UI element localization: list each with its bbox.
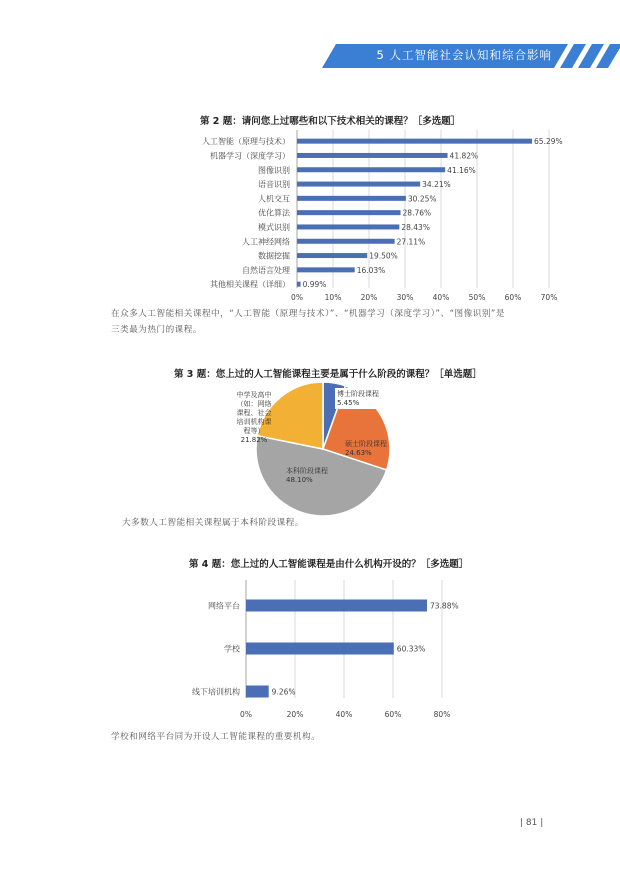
value-label: 19.50% <box>369 251 398 261</box>
value-label: 60.33% <box>396 644 426 654</box>
bar <box>246 686 269 698</box>
section-title: 5 人工智能社会认知和综合影响 <box>376 48 552 62</box>
pie-slice-label: 21.82% <box>240 436 268 444</box>
bar <box>297 196 406 201</box>
q2-bar-chart <box>180 128 563 306</box>
category-label: 其他相关课程（详细） <box>210 280 290 290</box>
category-label: 语音识别 <box>258 180 290 190</box>
q3-pie-chart <box>236 382 400 517</box>
category-label: 网络平台 <box>208 601 240 611</box>
bar <box>246 643 394 655</box>
x-tick-label: 20% <box>360 293 378 302</box>
category-label: 图像识别 <box>258 165 290 175</box>
bar <box>297 139 532 144</box>
bar <box>297 239 395 244</box>
value-label: 41.16% <box>447 165 476 175</box>
q4-title: 第 4 题：您上过的人工智能课程是由什么机构开设的？［多选题］ <box>189 559 469 570</box>
value-label: 16.03% <box>356 265 386 275</box>
pie-slice-label: 程等） <box>243 427 265 435</box>
bar <box>246 600 427 612</box>
category-label: 线下培训机构 <box>192 687 240 697</box>
x-tick-label: 40% <box>335 710 353 719</box>
value-label: 9.26% <box>271 687 296 697</box>
category-label: 人机交互 <box>258 194 290 204</box>
pie-slice-label: 5.45% <box>337 399 360 407</box>
bar <box>297 210 401 215</box>
x-tick-label: 70% <box>540 293 558 302</box>
q3-title: 第 3 题：您上过的人工智能课程主要是属于什么阶段的课程？［单选题］ <box>174 369 482 380</box>
x-tick-label: 60% <box>384 710 402 719</box>
x-tick-label: 50% <box>468 293 486 302</box>
bar <box>297 224 399 229</box>
bar <box>297 267 355 272</box>
category-label: 自然语言处理 <box>242 265 290 275</box>
q2-summary: 在众多人工智能相关课程中，“人工智能（原理与技术）”、“机器学习（深度学习）”、“图像识别”是三类最为热门的课程。 <box>111 309 505 335</box>
pie-slice-label: 培训机构课 <box>236 418 272 426</box>
value-label: 0.99% <box>302 280 327 290</box>
bar <box>297 153 448 158</box>
x-tick-label: 80% <box>433 710 451 719</box>
bar <box>297 167 445 172</box>
pie-slice-label: 课程、社会 <box>236 409 272 417</box>
pie-slice-label: 硕士阶段课程 <box>345 440 387 448</box>
q4-bar-chart <box>170 580 480 725</box>
q3-summary: 大多数人工智能相关课程属于本科阶段课程。 <box>122 518 304 528</box>
x-tick-label: 20% <box>286 710 304 719</box>
category-label: 机器学习（深度学习） <box>210 151 290 161</box>
value-label: 41.82% <box>449 151 479 161</box>
x-tick-label: 0% <box>291 293 303 302</box>
x-tick-label: 30% <box>396 293 414 302</box>
category-label: 模式识别 <box>258 222 290 232</box>
x-tick-label: 40% <box>432 293 450 302</box>
q4-summary: 学校和网络平台同为开设人工智能课程的重要机构。 <box>111 732 321 742</box>
value-label: 27.11% <box>396 237 426 247</box>
x-tick-label: 10% <box>324 293 342 302</box>
x-tick-label: 0% <box>240 710 252 719</box>
value-label: 28.76% <box>402 208 432 218</box>
category-label: 数据挖掘 <box>258 251 290 261</box>
value-label: 65.29% <box>534 137 563 147</box>
pie-slice-label: 中学及高中 <box>236 391 272 399</box>
page-number: | 81 | <box>520 818 544 828</box>
bar <box>297 253 367 258</box>
category-label: 学校 <box>224 644 240 654</box>
bar <box>297 182 420 187</box>
pie-slice-label: 本科阶段课程 <box>286 467 328 475</box>
x-tick-label: 60% <box>504 293 522 302</box>
pie-slice-label: 博士阶段课程 <box>337 390 379 398</box>
pie-slice-label: 48.10% <box>286 476 313 484</box>
value-label: 34.21% <box>422 180 451 190</box>
category-label: 优化算法 <box>258 208 290 218</box>
pie-slice-label: （如：网络 <box>236 400 272 408</box>
bar <box>297 282 301 287</box>
value-label: 28.43% <box>401 222 430 232</box>
category-label: 人工智能（原理与技术） <box>202 137 290 147</box>
category-label: 人工神经网络 <box>242 237 290 247</box>
q2-title: 第 2 题：请问您上过哪些和以下技术相关的课程？［多选题］ <box>200 116 461 127</box>
value-label: 30.25% <box>407 194 437 204</box>
pie-slice-label: 24.63% <box>345 449 372 457</box>
value-label: 73.88% <box>430 601 459 611</box>
